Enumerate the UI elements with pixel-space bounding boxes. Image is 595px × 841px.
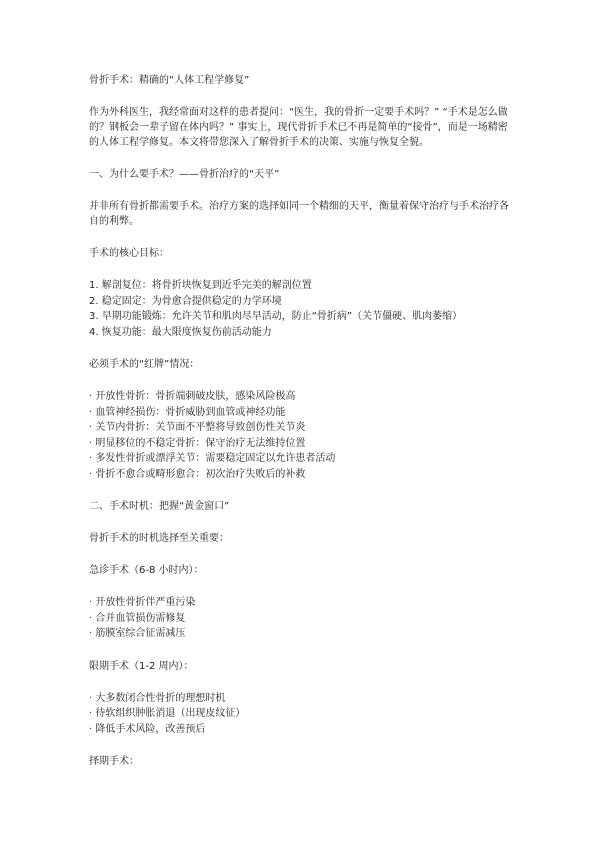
goals-list xyxy=(89,278,510,340)
list-item: · 骨折不愈合或畸形愈合：初次治疗失败后的补救 xyxy=(89,467,510,483)
document-title: 骨折手术：精确的“人体工程学修复” xyxy=(89,75,250,86)
list-item: · 待软组织肿胀消退（出现皮纹征） xyxy=(89,706,510,722)
list-item: · 血管神经损伤：骨折威胁到血管或神经功能 xyxy=(89,405,510,421)
list-item: · 筋膜室综合征需减压 xyxy=(89,626,510,642)
list-item: · 开放性骨折：骨折端刺破皮肤，感染风险极高 xyxy=(89,389,510,405)
emergency-list xyxy=(89,595,510,642)
list-item: · 开放性骨折伴严重污染 xyxy=(89,595,510,611)
section-heading-why-surgery: 一、为什么要手术？——骨折治疗的“天平” xyxy=(89,169,280,180)
red-flag-list xyxy=(89,389,510,482)
goals-label: 手术的核心目标： xyxy=(89,248,169,259)
section-heading-timing: 二、手术时机：把握“黄金窗口” xyxy=(89,501,230,512)
emergency-label: 急诊手术（6-8 小时内）： xyxy=(89,565,204,576)
list-item: · 合并血管损伤需修复 xyxy=(89,611,510,627)
list-item: 4. 恢复功能：最大限度恢复伤前活动能力 xyxy=(89,326,272,338)
list-item: · 关节内骨折：关节面不平整将导致创伤性关节炎 xyxy=(89,420,510,436)
limited-label: 限期手术（1-2 周内）： xyxy=(89,660,194,672)
list-item: 3. 早期功能锻炼：允许关节和肌肉尽早活动，防止“骨折病”（关节僵硬、肌肉萎缩） xyxy=(89,311,463,322)
limited-list xyxy=(89,691,510,738)
section-paragraph-timing: 骨折手术的时机选择至关重要： xyxy=(89,533,229,544)
intro-paragraph: 作为外科医生，我经常面对这样的患者提问：“医生，我的骨折一定要手术吗？” “手术是怎么做的？钢板会一辈子留在体内吗？” 事实上，现代骨折手术已不再是简单的“接骨”，而是一场精密的人体工程学修复。本文将带您深入了解骨折手术的决策、实施与恢复全貌。 xyxy=(89,107,508,148)
list-item: 2. 稳定固定：为骨愈合提供稳定的力学环境 xyxy=(89,295,282,307)
list-item: 1. 解剖复位：将骨折块恢复到近乎完美的解剖位置 xyxy=(89,280,312,291)
list-item: · 降低手术风险，改善预后 xyxy=(89,722,510,738)
elective-label: 择期手术： xyxy=(89,756,139,767)
list-item: · 明显移位的不稳定骨折：保守治疗无法维持位置 xyxy=(89,436,510,452)
section-paragraph-balance: 并非所有骨折都需要手术。治疗方案的选择如同一个精细的天平，衡量着保守治疗与手术治疗各自的利弊。 xyxy=(89,201,509,227)
red-flag-label: 必须手术的“红牌”情况： xyxy=(89,359,200,370)
list-item: · 多发性骨折或漂浮关节：需要稳定固定以允许患者活动 xyxy=(89,451,510,467)
list-item: · 大多数闭合性骨折的理想时机 xyxy=(89,691,510,707)
